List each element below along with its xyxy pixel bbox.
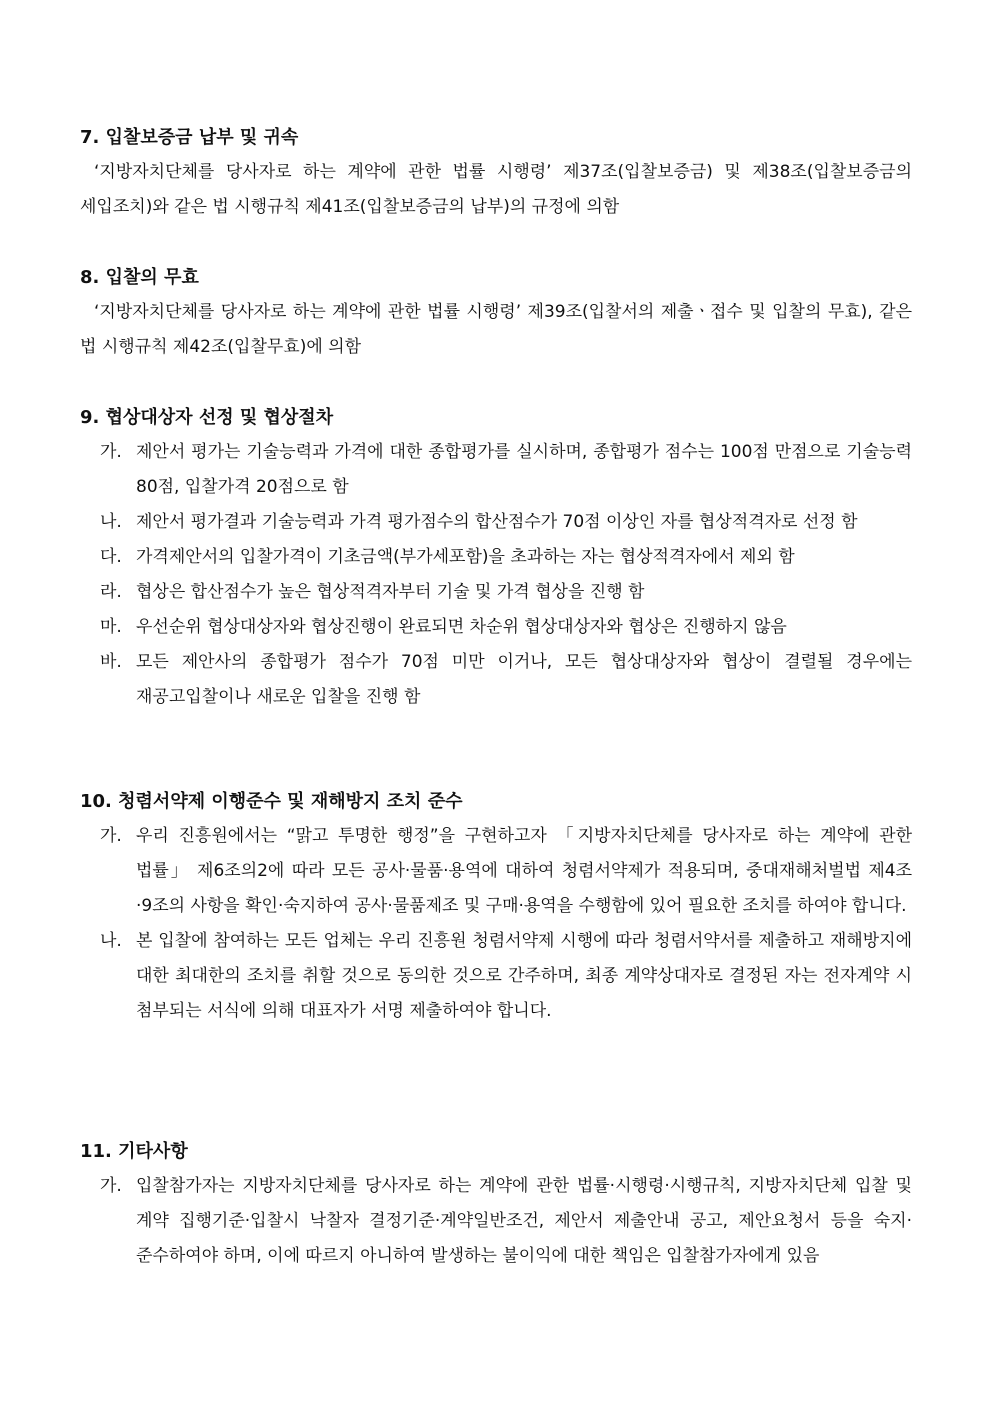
list-item: [80, 610, 912, 645]
section-heading: 11. 기타사항: [80, 1141, 188, 1162]
section-heading: 10. 청렴서약제 이행준수 및 재해방지 조치 준수: [80, 791, 463, 812]
list-marker: 나.: [100, 512, 122, 532]
list-item-text: 모든 제안사의 종합평가 점수가 70점 미만 이거나, 모든 협상대상자와 협상이 결렬될 경우에는 재공고입찰이나 새로운 입찰을 진행 함: [136, 652, 912, 707]
section-9: [80, 401, 912, 715]
list-item: [80, 575, 912, 610]
list-item-text: 제안서 평가결과 기술능력과 가격 평가점수의 합산점수가 70점 이상인 자를 협상적격자로 선정 함: [136, 512, 858, 532]
section-paragraph: ‘지방자치단체를 당사자로 하는 계약에 관한 법률 시행령’ 제37조(입찰보증금) 및 제38조(입찰보증금의 세입조치)와 같은 법 시행규칙 제41조(입찰보증금의 납부)의 규정에 의함: [80, 162, 912, 217]
list-marker: 다.: [100, 547, 122, 567]
section-10: [80, 785, 912, 1029]
list-item: [80, 540, 912, 575]
list-item: [80, 505, 912, 540]
section-11: [80, 1135, 912, 1274]
list-item-text: 본 입찰에 참여하는 모든 업체는 우리 진흥원 청렴서약제 시행에 따라 청렴서약서를 제출하고 재해방지에 대한 최대한의 조치를 취할 것으로 동의한 것으로 간주하며, 최종 계약상대자로 결정된 자는 전자계약 시 첨부되는 서식에 의해 대표자가 서명 제출하여야 합니다.: [136, 931, 912, 1021]
list-item-text: 가격제안서의 입찰가격이 기초금액(부가세포함)을 초과하는 자는 협상적격자에서 제외 함: [136, 547, 795, 567]
list-marker: 라.: [100, 582, 122, 602]
list-item: [80, 435, 912, 505]
list-item-text: 입찰참가자는 지방자치단체를 당사자로 하는 계약에 관한 법률·시행령·시행규칙, 지방자치단체 입찰 및 계약 집행기준·입찰시 낙찰자 결정기준·계약일반조건, 제안서 제출안내 공고, 제안요청서 등을 숙지·준수하여야 하며, 이에 따르지 아니하여 발생하는 불이익에 대한 책임은 입찰참가자에게 있음: [136, 1176, 912, 1266]
list-item-text: 우선순위 협상대상자와 협상진행이 완료되면 차순위 협상대상자와 협상은 진행하지 않음: [136, 617, 787, 637]
list-item-text: 우리 진흥원에서는 “맑고 투명한 행정”을 구현하고자 「지방자치단체를 당사자로 하는 계약에 관한 법률」 제6조의2에 따라 모든 공사·물품·용역에 대하여 청렴서약제가 적용되며, 중대재해처벌법 제4조·9조의 사항을 확인·숙지하여 공사·물품제조 및 구매·용역을 수행함에 있어 필요한 조치를 하여야 합니다.: [136, 826, 912, 916]
section-heading: 8. 입찰의 무효: [80, 267, 199, 288]
section-heading: 7. 입찰보증금 납부 및 귀속: [80, 127, 299, 148]
list-marker: 가.: [100, 826, 122, 846]
list-item-text: 협상은 합산점수가 높은 협상적격자부터 기술 및 가격 협상을 진행 함: [136, 582, 645, 602]
list-marker: 가.: [100, 442, 122, 462]
list-item-text: 제안서 평가는 기술능력과 가격에 대한 종합평가를 실시하며, 종합평가 점수는 100점 만점으로 기술능력 80점, 입찰가격 20점으로 함: [136, 442, 912, 497]
list-item: [80, 1169, 912, 1274]
list-item: [80, 819, 912, 924]
list-marker: 마.: [100, 617, 122, 637]
list-marker: 나.: [100, 931, 122, 951]
list-marker: 가.: [100, 1176, 122, 1196]
section-8: [80, 261, 912, 365]
list-marker: 바.: [100, 652, 122, 672]
list-item: [80, 924, 912, 1029]
section-7: [80, 121, 912, 225]
section-paragraph: ‘지방자치단체를 당사자로 하는 계약에 관한 법률 시행령’ 제39조(입찰서의 제출ㆍ접수 및 입찰의 무효), 같은 법 시행규칙 제42조(입찰무효)에 의함: [80, 302, 912, 357]
list-item: [80, 645, 912, 715]
section-heading: 9. 협상대상자 선정 및 협상절차: [80, 407, 334, 428]
